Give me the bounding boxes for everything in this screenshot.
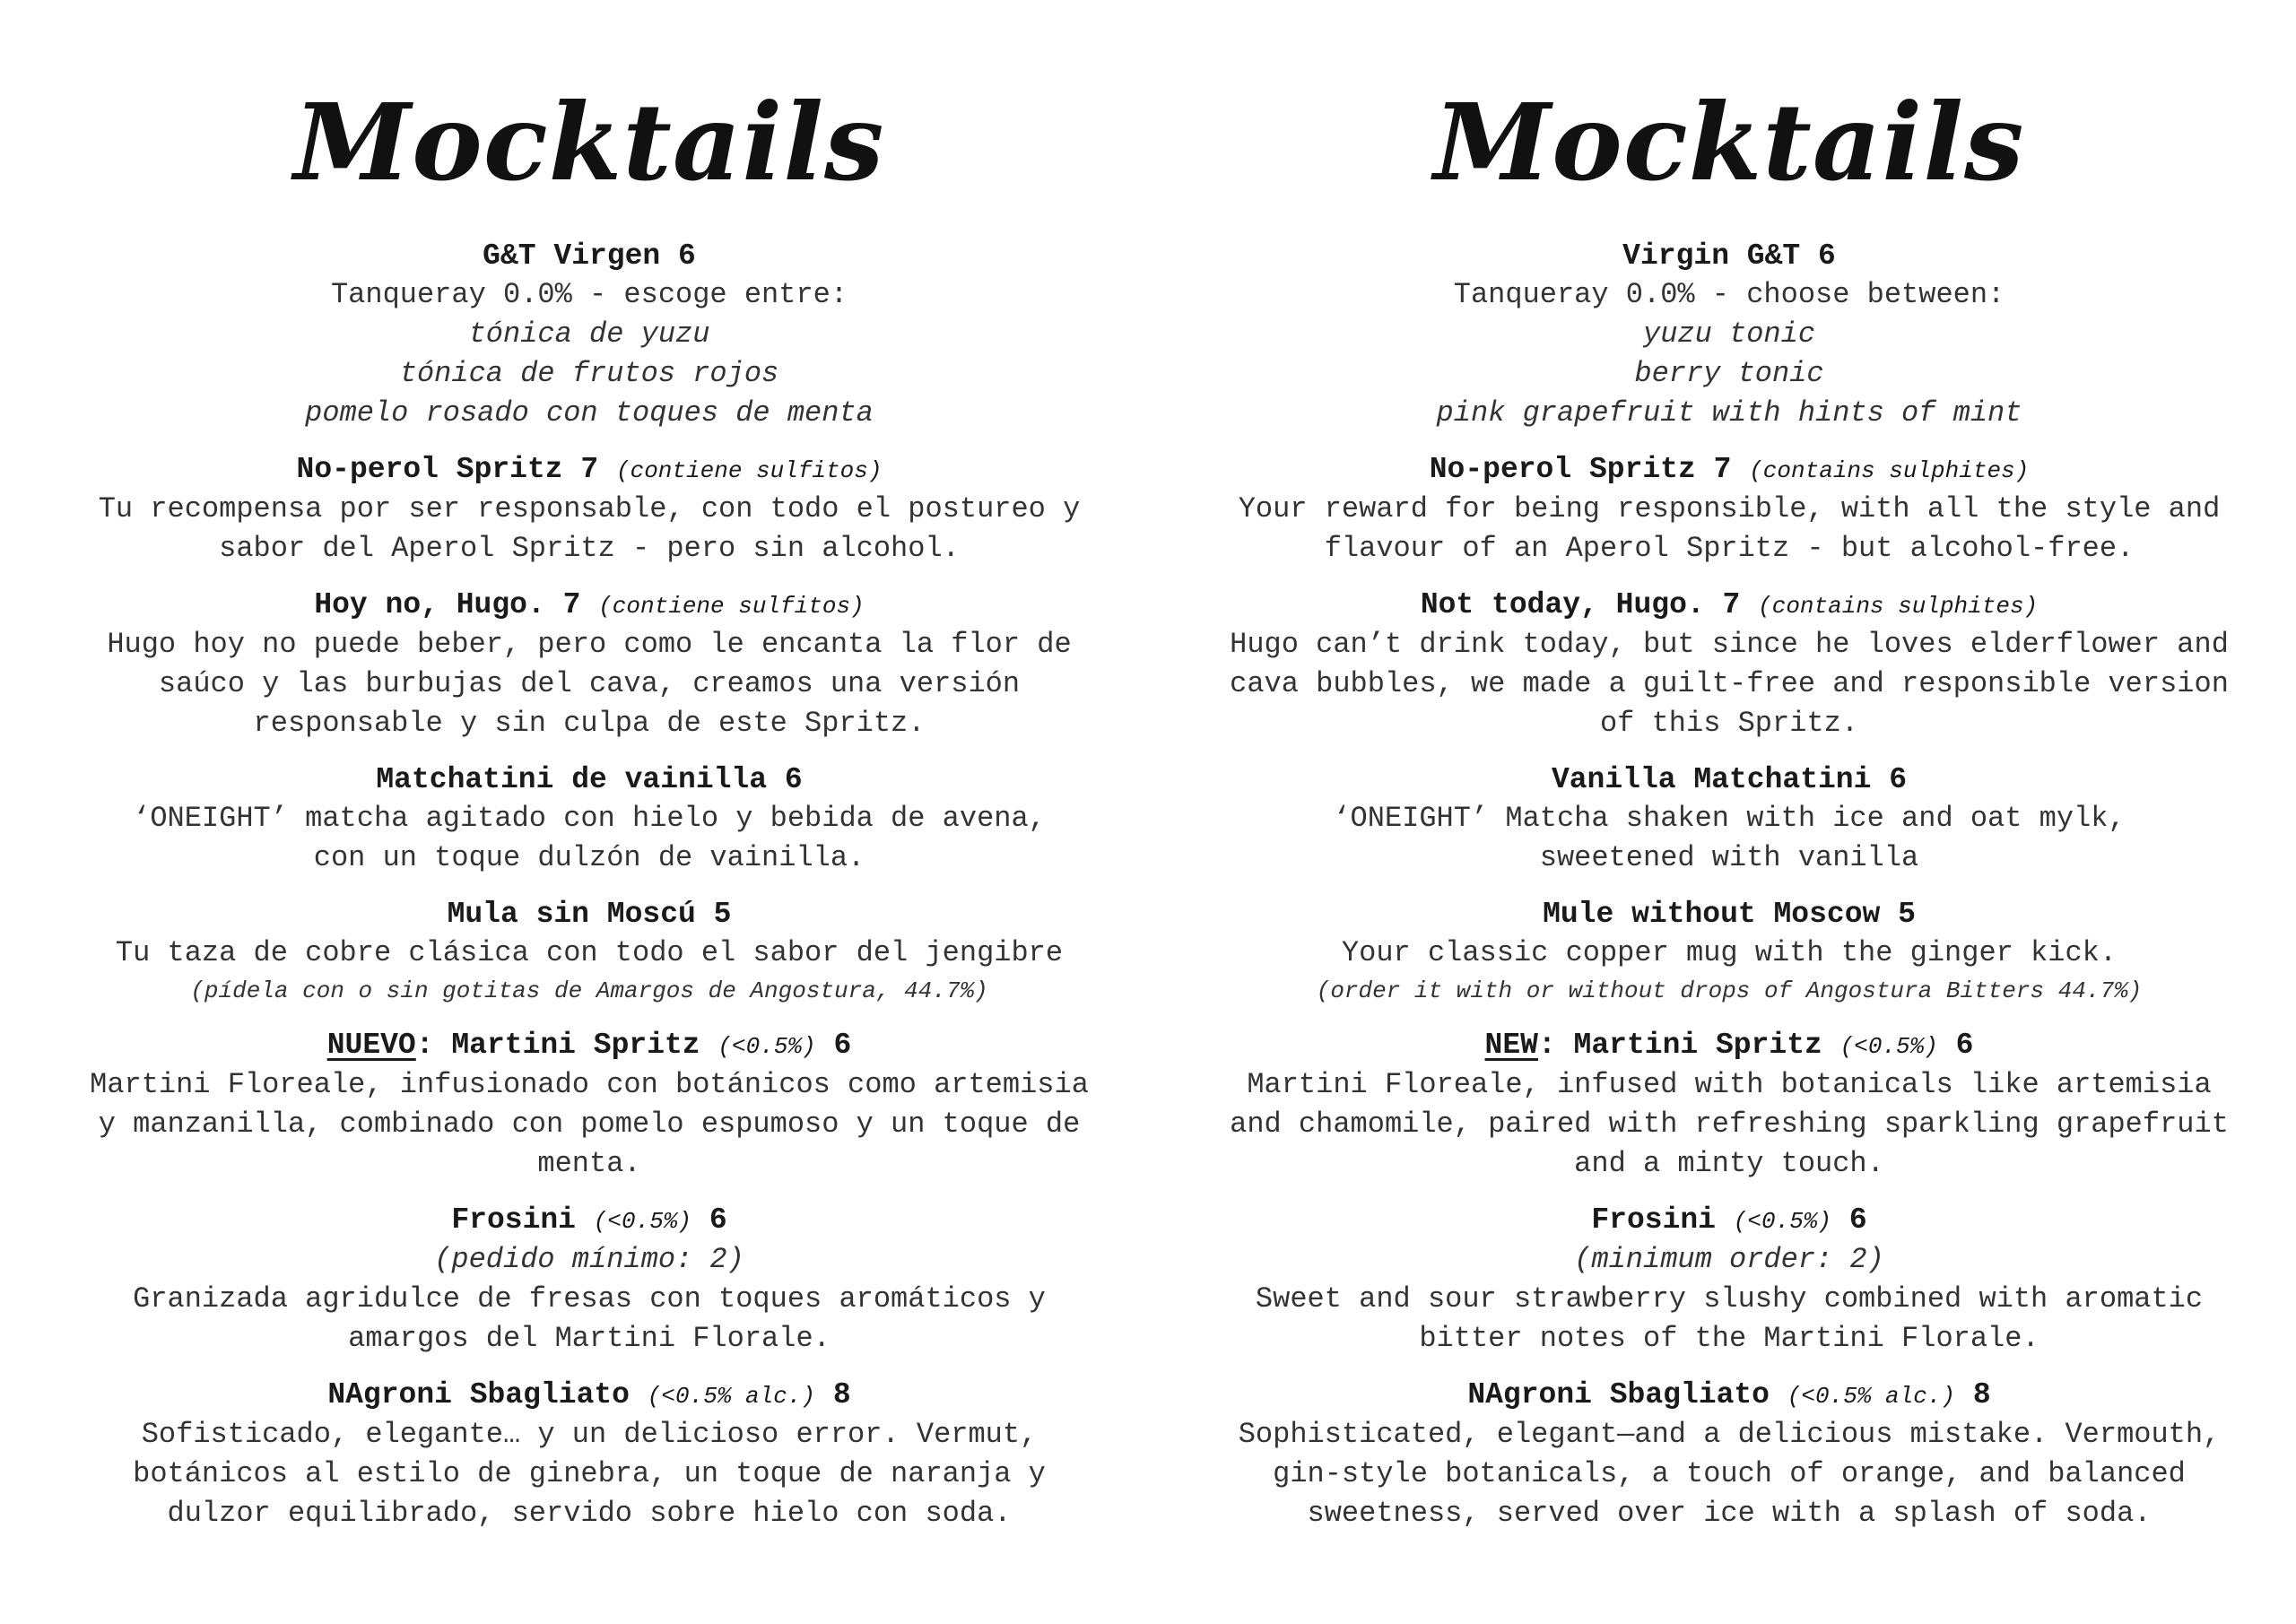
item-heading bbox=[42, 1202, 1136, 1240]
item-desc-line: amargos del Martini Florale. bbox=[348, 1322, 831, 1355]
item-name: Not today, Hugo. 7 bbox=[1420, 588, 1741, 621]
item-desc-line: sweetened with vanilla bbox=[1539, 841, 1919, 874]
item-desc-line: Hugo can’t drink today, but since he loves elderflower and bbox=[1230, 628, 2229, 661]
item-name: No-perol Spritz 7 bbox=[296, 453, 599, 486]
item-desc-line: Tu taza de cobre clásica con todo el sabor del jengibre bbox=[115, 936, 1064, 969]
item-desc-line: saúco y las burbujas del cava, creamos una versión bbox=[158, 667, 1021, 700]
item-name: NAgroni Sbagliato bbox=[327, 1378, 630, 1411]
item-desc-line: cava bubbles, we made a guilt-free and responsible version bbox=[1230, 667, 2229, 700]
item-desc-line: responsable y sin culpa de este Spritz. bbox=[253, 707, 926, 740]
item-desc-line: Your reward for being responsible, with all the style and bbox=[1238, 492, 2221, 525]
item-note: (<0.5%) bbox=[718, 1033, 816, 1060]
item-desc-line: and a minty touch. bbox=[1574, 1147, 1884, 1180]
item-price: 6 bbox=[1955, 1029, 1974, 1062]
item-note: (contiene sulfitos) bbox=[598, 593, 865, 620]
new-badge: NEW bbox=[1484, 1029, 1538, 1062]
item-name: NAgroni Sbagliato bbox=[1467, 1378, 1770, 1411]
menu-item-no-perol-spritz bbox=[42, 451, 1136, 569]
item-price: 6 bbox=[833, 1029, 852, 1062]
menu-column-spanish bbox=[42, 0, 1136, 1533]
item-intro: Tanqueray 0.0% - choose between: bbox=[1453, 278, 2005, 311]
item-desc-line: gin-style botanicals, a touch of orange, and balanced bbox=[1273, 1457, 2186, 1490]
menu-item-vanilla-matchatini bbox=[1182, 761, 2276, 878]
item-desc-line: of this Spritz. bbox=[1599, 707, 1859, 740]
item-small-note: (order it with or without drops of Angostura Bitters 44.7%) bbox=[1316, 977, 2143, 1004]
item-desc-line: Sweet and sour strawberry slushy combined with aromatic bbox=[1255, 1282, 2204, 1316]
item-option: pomelo rosado con toques de menta bbox=[305, 396, 874, 430]
menu-item-nagroni bbox=[1182, 1376, 2276, 1533]
item-name: Virgin G&T 6 bbox=[1622, 239, 1836, 273]
item-desc-line: ‘ONEIGHT’ matcha agitado con hielo y bebida de avena, bbox=[133, 802, 1046, 835]
item-note: (<0.5%) bbox=[1839, 1033, 1938, 1060]
item-name: : Martini Spritz bbox=[1537, 1029, 1822, 1062]
item-desc-line: Martini Floreale, infusionado con botánicos como artemisia bbox=[90, 1068, 1089, 1101]
item-desc-line: Your classic copper mug with the ginger kick. bbox=[1341, 936, 2118, 969]
item-desc-line: Sofisticado, elegante… y un delicioso error. Vermut, bbox=[141, 1418, 1038, 1451]
item-option: yuzu tonic bbox=[1642, 317, 1816, 351]
menu-title: Mocktails bbox=[293, 80, 885, 204]
item-name: : Martini Spritz bbox=[415, 1029, 700, 1062]
item-name: No-perol Spritz 7 bbox=[1429, 453, 1732, 486]
item-name: Hoy no, Hugo. 7 bbox=[314, 588, 581, 621]
item-heading bbox=[42, 586, 1136, 625]
item-note: (<0.5% alc.) bbox=[1787, 1383, 1956, 1410]
item-desc-line: Hugo hoy no puede beber, pero como le encanta la flor de bbox=[107, 628, 1072, 661]
item-desc-line: sabor del Aperol Spritz - pero sin alcohol. bbox=[219, 532, 960, 565]
menu-item-no-perol-spritz bbox=[1182, 451, 2276, 569]
item-price: 6 bbox=[1848, 1203, 1867, 1237]
new-badge: NUEVO bbox=[326, 1029, 416, 1062]
item-heading bbox=[42, 1376, 1136, 1415]
item-desc-line: Sophisticated, elegant—and a delicious mistake. Vermouth, bbox=[1238, 1418, 2221, 1451]
item-heading bbox=[42, 451, 1136, 490]
item-note: (contains sulphites) bbox=[1749, 457, 2030, 484]
menu-item-nagroni bbox=[42, 1376, 1136, 1533]
menu-item-mula-sin-moscu bbox=[42, 896, 1136, 1009]
item-desc-line: flavour of an Aperol Spritz - but alcohol-free. bbox=[1324, 532, 2135, 565]
item-note: (contains sulphites) bbox=[1758, 593, 2039, 620]
item-heading bbox=[1182, 1376, 2276, 1415]
item-name: Frosini bbox=[451, 1203, 576, 1237]
item-name: Mule without Moscow 5 bbox=[1543, 898, 1916, 931]
menu-item-martini-spritz bbox=[1182, 1027, 2276, 1184]
menu-item-frosini bbox=[42, 1202, 1136, 1359]
item-desc-line: botánicos al estilo de ginebra, un toque de naranja y bbox=[133, 1457, 1046, 1490]
item-desc-line: and chamomile, paired with refreshing sparkling grapefruit bbox=[1230, 1107, 2229, 1141]
item-desc-line: menta. bbox=[537, 1147, 641, 1180]
item-desc-line: ‘ONEIGHT’ Matcha shaken with ice and oat mylk, bbox=[1333, 802, 2126, 835]
item-option: berry tonic bbox=[1634, 357, 1824, 390]
menu-item-gt-virgen bbox=[42, 238, 1136, 433]
item-desc-line: y manzanilla, combinado con pomelo espumoso y un toque de bbox=[98, 1107, 1081, 1141]
item-name: Mula sin Moscú 5 bbox=[447, 898, 732, 931]
item-desc-line: Tu recompensa por ser responsable, con todo el postureo y bbox=[98, 492, 1081, 525]
item-note: (<0.5%) bbox=[1733, 1208, 1832, 1235]
item-price: 8 bbox=[1972, 1378, 1991, 1411]
item-note: (contiene sulfitos) bbox=[616, 457, 883, 484]
item-option: tónica de frutos rojos bbox=[399, 357, 779, 390]
item-desc-line: Granizada agridulce de fresas con toques aromáticos y bbox=[133, 1282, 1046, 1316]
item-name: Frosini bbox=[1591, 1203, 1716, 1237]
menu-item-not-today-hugo bbox=[1182, 586, 2276, 743]
item-note: (<0.5% alc.) bbox=[647, 1383, 816, 1410]
menu-item-hoy-no-hugo bbox=[42, 586, 1136, 743]
item-intro: Tanqueray 0.0% - escoge entre: bbox=[330, 278, 848, 311]
item-price: 8 bbox=[832, 1378, 851, 1411]
menu-column-english bbox=[1182, 0, 2276, 1533]
item-min-order: (pedido mínimo: 2) bbox=[434, 1243, 744, 1276]
menu-item-mule-without-moscow bbox=[1182, 896, 2276, 1009]
item-min-order: (minimum order: 2) bbox=[1574, 1243, 1884, 1276]
item-heading bbox=[42, 1027, 1136, 1065]
menu-item-frosini bbox=[1182, 1202, 2276, 1359]
menu-item-martini-spritz bbox=[42, 1027, 1136, 1184]
item-option: tónica de yuzu bbox=[468, 317, 710, 351]
item-price: 6 bbox=[709, 1203, 727, 1237]
item-option: pink grapefruit with hints of mint bbox=[1436, 396, 2022, 430]
menu-item-matchatini bbox=[42, 761, 1136, 878]
item-desc-line: sweetness, served over ice with a splash of soda. bbox=[1307, 1497, 2152, 1530]
item-heading bbox=[1182, 451, 2276, 490]
item-small-note: (pídela con o sin gotitas de Amargos de Angostura, 44.7%) bbox=[190, 977, 988, 1004]
menu-title: Mocktails bbox=[1433, 80, 2025, 204]
item-name: Matchatini de vainilla 6 bbox=[376, 763, 803, 796]
item-desc-line: bitter notes of the Martini Florale. bbox=[1419, 1322, 2039, 1355]
item-heading bbox=[1182, 1027, 2276, 1065]
item-heading bbox=[1182, 1202, 2276, 1240]
item-note: (<0.5%) bbox=[593, 1208, 692, 1235]
item-desc-line: Martini Floreale, infused with botanicals like artemisia bbox=[1247, 1068, 2212, 1101]
item-heading bbox=[1182, 586, 2276, 625]
menu-item-virgin-gt bbox=[1182, 238, 2276, 433]
item-name: Vanilla Matchatini 6 bbox=[1551, 763, 1908, 796]
item-name: G&T Virgen 6 bbox=[483, 239, 696, 273]
item-desc-line: con un toque dulzón de vainilla. bbox=[313, 841, 865, 874]
item-desc-line: dulzor equilibrado, servido sobre hielo con soda. bbox=[167, 1497, 1012, 1530]
